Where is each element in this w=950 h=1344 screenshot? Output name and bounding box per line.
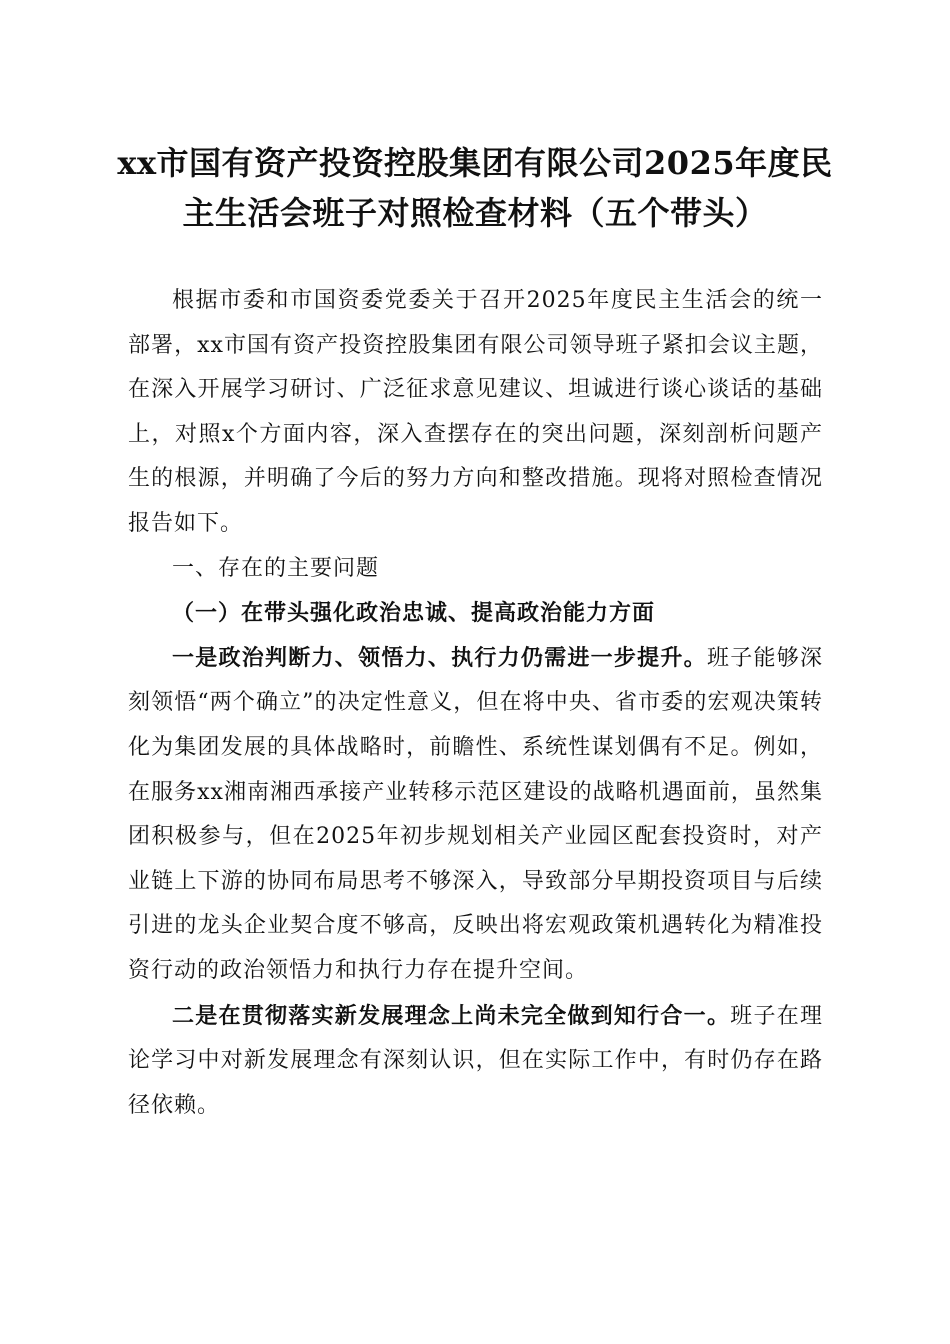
problem-point-1-lead: 一是政治判断力、领悟力、执行力仍需进一步提升。 [172, 644, 707, 671]
problem-point-2-body: 班子在理论学习中对新发展理念有深刻认识，但在实际工作中，有时仍存在路径依赖。 [128, 1003, 823, 1118]
intro-paragraph: 根据市委和市国资委党委关于召开2025年度民主生活会的统一部署，xx市国有资产投资控股集团有限公司领导班子紧扣会议主题，在深入开展学习研讨、广泛征求意见建议、坦诚进行谈心谈话的基础上，对照x个方面内容，深入查摆存在的突出问题，深刻剖析问题产生的根源，并明确了今后的努力方向和整改措施。现将对照检查情况报告如下。 [128, 288, 823, 536]
problem-point-2-lead: 二是在贯彻落实新发展理念上尚未完全做到知行合一。 [172, 1002, 731, 1029]
subsection-heading-political-loyalty: （一）在带头强化政治忠诚、提高政治能力方面 [172, 600, 656, 627]
problem-point-1 [128, 636, 823, 994]
document-body [128, 279, 823, 1128]
problem-point-1-body: 班子能够深刻领悟“两个确立”的决定性意义，但在将中央、省市委的宏观决策转化为集团发展的具体战略时，前瞻性、系统性谋划偶有不足。例如，在服务xx湘南湘西承接产业转移示范区建设的战略机遇面前，虽然集团积极参与，但在2025年初步规划相关产业园区配套投资时，对产业链上下游的协同布局思考不够深入，导致部分早期投资项目与后续引进的龙头企业契合度不够高，反映出将宏观政策机遇转化为精准投资行动的政治领悟力和执行力存在提升空间。 [128, 645, 823, 983]
problem-point-2 [128, 994, 823, 1129]
document-title: xx市国有资产投资控股集团有限公司2025年度民主生活会班子对照检查材料（五个带头） [117, 144, 833, 232]
section-heading-main-problems: 一、存在的主要问题 [172, 555, 380, 581]
